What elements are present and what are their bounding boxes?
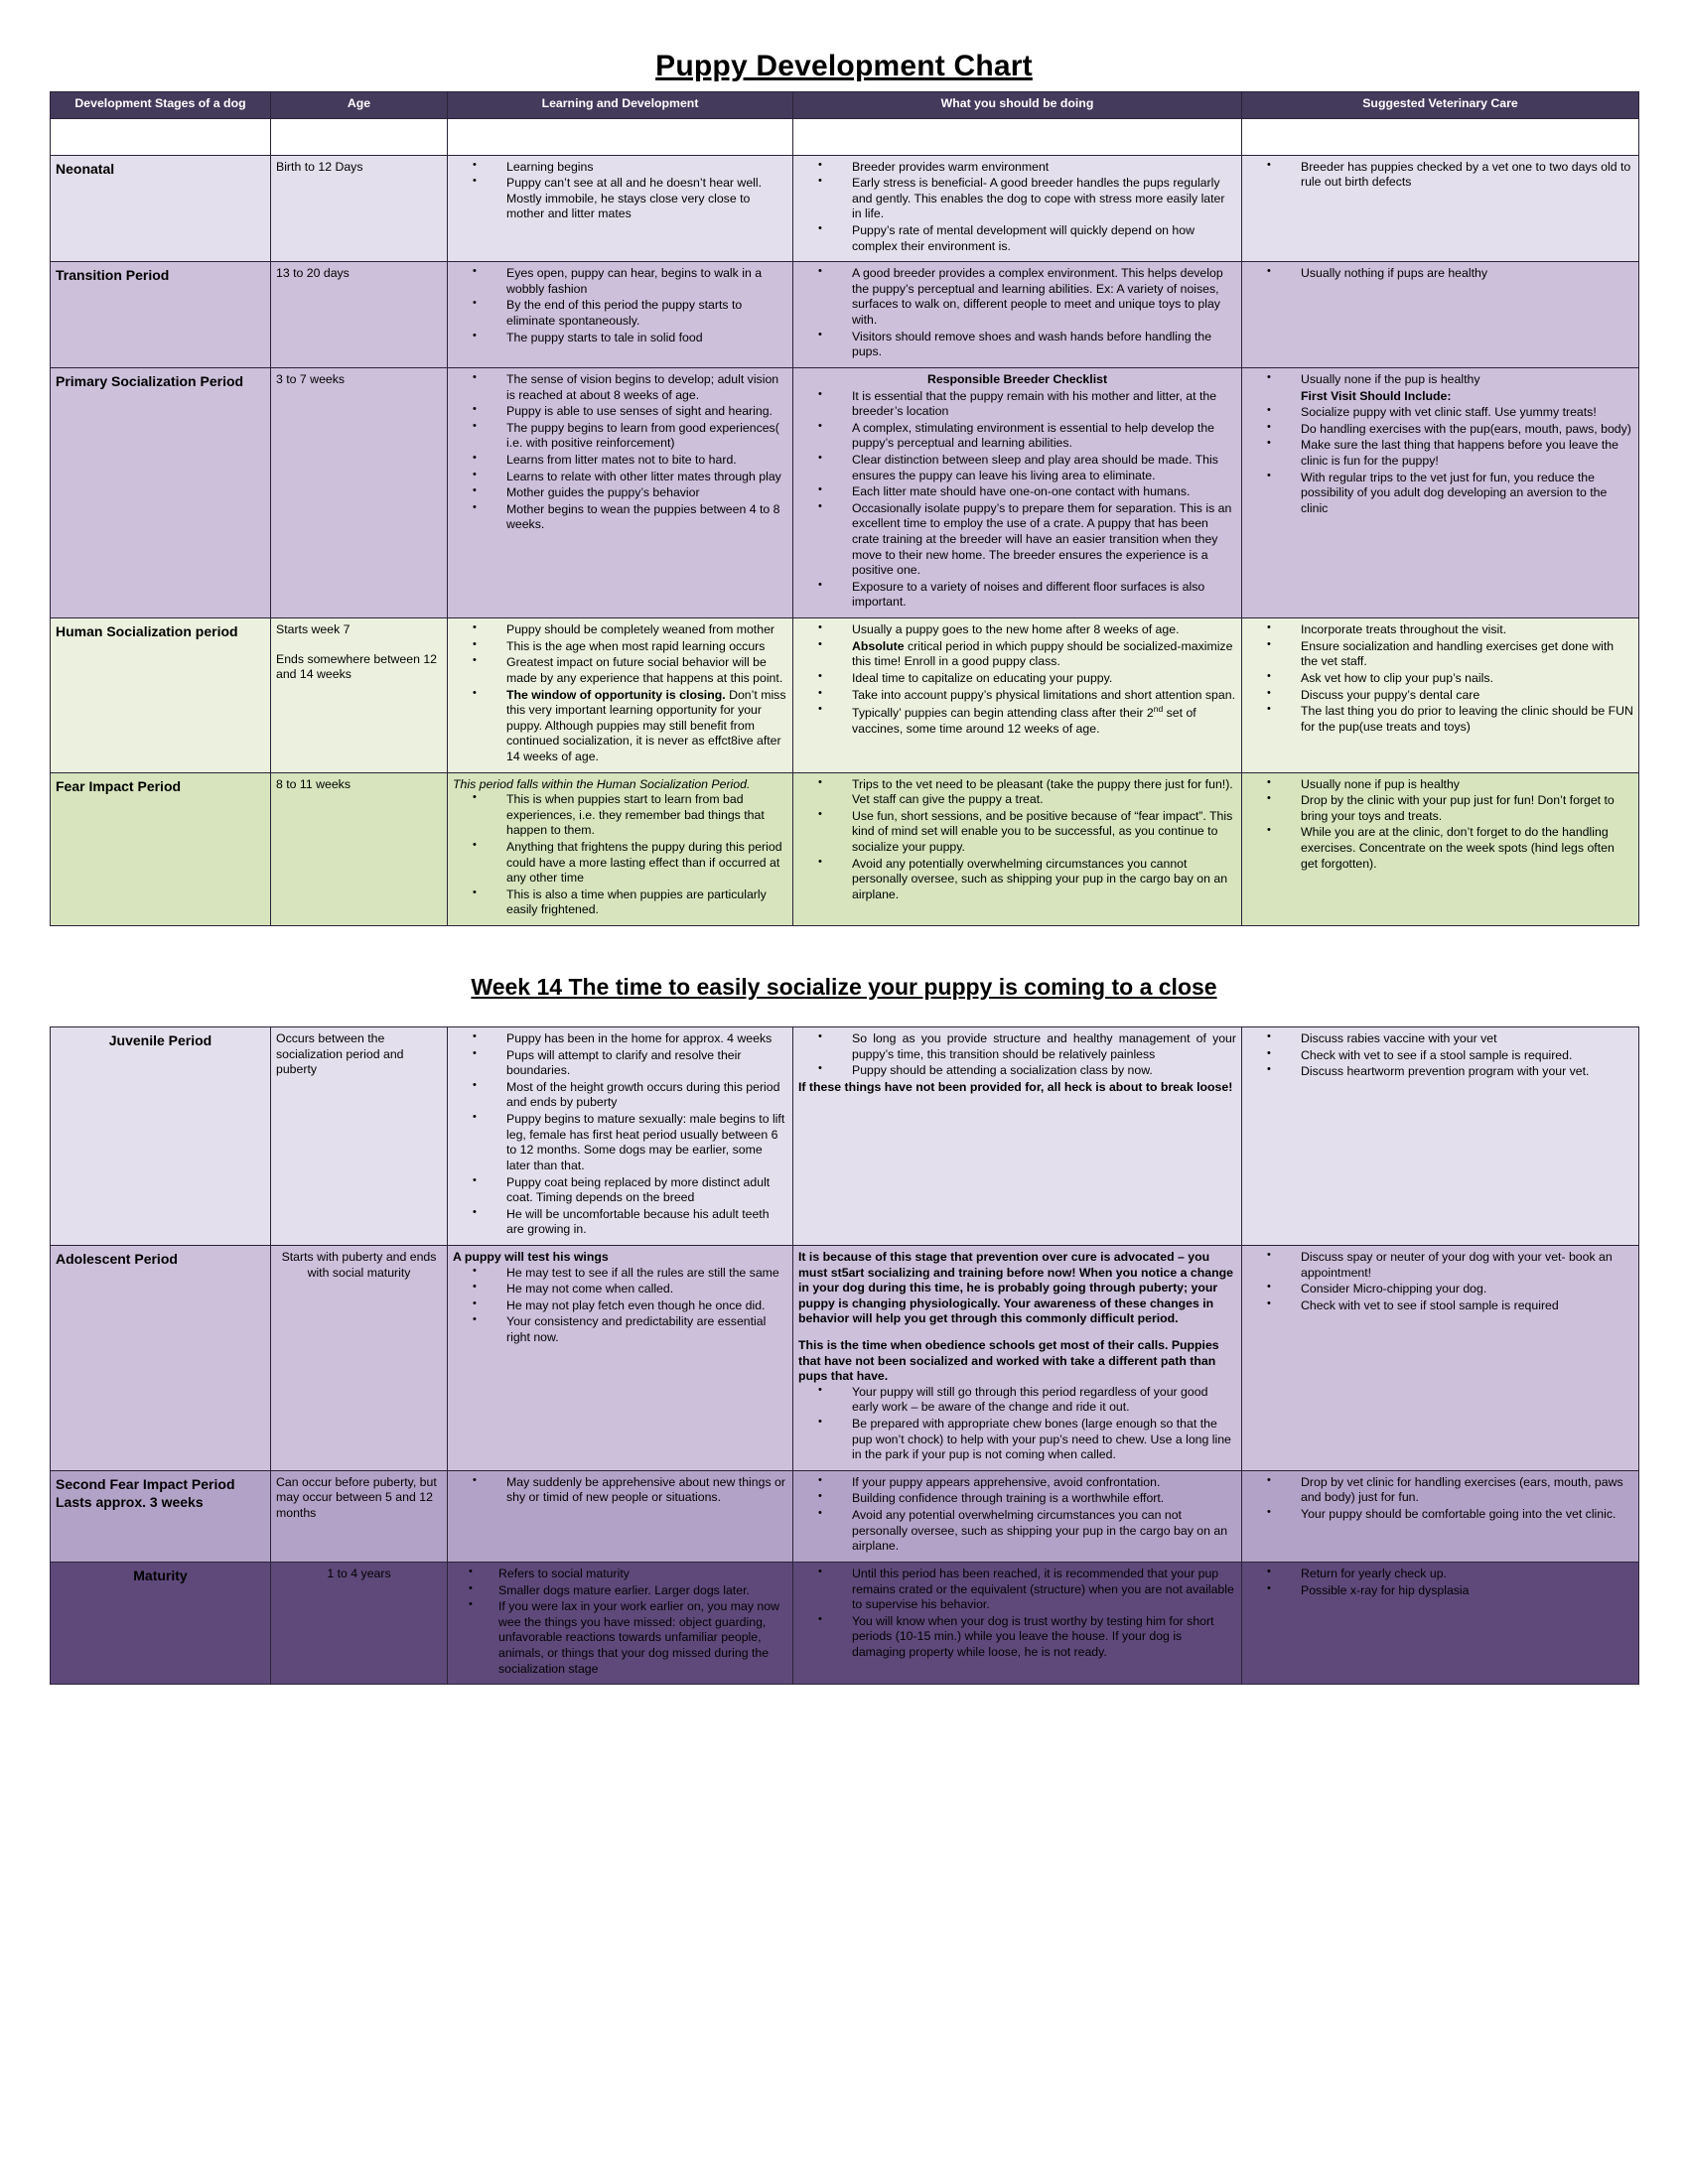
bullet-list [1247, 372, 1633, 516]
bullet-list [798, 622, 1236, 737]
cell-vet [1242, 155, 1639, 262]
list-item: • Drop by vet clinic for handling exercises (ears, mouth, paws and body) just for fun. [1301, 1475, 1633, 1506]
doing-footer-note: If these things have not been provided for, all heck is about to break loose! [798, 1079, 1233, 1094]
cell-learning [448, 1562, 793, 1684]
list-item: • Incorporate treats throughout the visit. [1301, 622, 1633, 638]
bullet-list [1247, 622, 1633, 735]
list-item: • Ideal time to capitalize on educating your puppy. [852, 671, 1236, 687]
emphasis-text: The window of opportunity is closing. [506, 687, 726, 702]
list-item [506, 688, 787, 765]
stage-label: Fear Impact Period [56, 777, 182, 794]
cell-stage [51, 1027, 271, 1246]
age-line: 3 to 7 weeks [276, 371, 346, 386]
cell-age [271, 367, 448, 617]
list-item: • Do handling exercises with the pup(ears, mouth, paws, body) [1301, 422, 1633, 438]
bullet-list [798, 1031, 1236, 1079]
list-item: • Possible x-ray for hip dysplasia [1301, 1583, 1633, 1599]
list-item: • Refers to social maturity [498, 1567, 787, 1582]
list-item: • Occasionally isolate puppy’s to prepare them for separation. This is an excellent time to employ the use of a crate. A puppy that has been crate training at the breeder will have an easier transition when they move to their new home. The breeder ensures the experience is a positive one. [852, 501, 1236, 579]
list-item: • Check with vet to see if a stool sample is required. [1301, 1048, 1633, 1064]
cell-vet [1242, 772, 1639, 925]
emphasis-text: Absolute [852, 638, 905, 653]
bullet-list [798, 777, 1236, 903]
table-row [51, 262, 1639, 368]
list-item: • Your puppy should be comfortable going into the vet clinic. [1301, 1507, 1633, 1523]
list-item: • Building confidence through training is a worthwhile effort. [852, 1491, 1236, 1507]
list-item: • Discuss your puppy’s dental care [1301, 688, 1633, 704]
cell-doing [793, 1470, 1242, 1562]
cell-stage [51, 1562, 271, 1684]
cell-doing [793, 1245, 1242, 1470]
bullet-list [798, 1475, 1236, 1555]
list-item: • Until this period has been reached, it is recommended that your pup remains crated or the equivalent (structure) when you are not available to supervise his behavior. [852, 1567, 1236, 1613]
list-item: • The last thing you do prior to leaving the clinic should be FUN for the pup(use treats and toys) [1301, 704, 1633, 735]
cell-doing [793, 367, 1242, 617]
checklist-heading: Responsible Breeder Checklist [926, 371, 1108, 386]
list-item: • Puppy’s rate of mental development will quickly depend on how complex their environment is. [852, 223, 1236, 254]
table-row [51, 367, 1639, 617]
list-item: • It is essential that the puppy remain with his mother and litter, at the breeder’s location [852, 389, 1236, 420]
list-item: • Mother guides the puppy’s behavior [506, 485, 787, 501]
cell-doing [793, 1562, 1242, 1684]
cell-vet [1242, 367, 1639, 617]
list-item: • Puppy should be completely weaned from mother [506, 622, 787, 638]
cell-learning [448, 618, 793, 772]
learning-heading: A puppy will test his wings [453, 1249, 609, 1264]
cell-doing [793, 155, 1242, 262]
cell-age [271, 1562, 448, 1684]
bullet-list [453, 1031, 787, 1238]
bullet-list [1247, 266, 1633, 282]
cell-doing [793, 618, 1242, 772]
list-item: • May suddenly be apprehensive about new things or shy or timid of new people or situations. [506, 1475, 787, 1506]
list-item: • Pups will attempt to clarify and resolve their boundaries. [506, 1048, 787, 1079]
cell-vet [1242, 262, 1639, 368]
cell-vet [1242, 1027, 1639, 1246]
list-item: • Learning begins [506, 160, 787, 176]
bullet-list [1247, 160, 1633, 191]
list-item: • The puppy starts to tale in solid food [506, 331, 787, 346]
cell-doing [793, 1027, 1242, 1246]
list-item: • Breeder has puppies checked by a vet one to two days old to rule out birth defects [1301, 160, 1633, 191]
cell-stage [51, 155, 271, 262]
list-item: • Avoid any potentially overwhelming circumstances you cannot personally oversee, such as shipping your pup in the cargo bay on an airplane. [852, 857, 1236, 903]
table-row [51, 155, 1639, 262]
cell-learning [448, 155, 793, 262]
list-item: • Anything that frightens the puppy during this period could have a more lasting effect than if occurred at any other time [506, 840, 787, 887]
column-header-stage: Development Stages of a dog [51, 92, 271, 119]
list-item: • Mother begins to wean the puppies between 4 to 8 weeks. [506, 502, 787, 533]
list-item [852, 639, 1236, 670]
table-row [51, 618, 1639, 772]
list-item: • If you were lax in your work earlier on, you may now wee the things you have missed: object guarding, unfavorable reactions towards unfamiliar people, animals, or things that your dog missed during the socialization stage [498, 1599, 787, 1677]
cell-age [271, 1470, 448, 1562]
table-row [51, 772, 1639, 925]
list-item: • While you are at the clinic, don’t forget to do the handling exercises. Concentrate on the week spots (hind legs often get forgotten). [1301, 825, 1633, 872]
list-item: • He may not play fetch even though he once did. [506, 1298, 787, 1314]
list-item: • He may test to see if all the rules are still the same [506, 1266, 787, 1282]
list-item: • Breeder provides warm environment [852, 160, 1236, 176]
bullet-list [1247, 1031, 1633, 1080]
puppy-development-table-top [50, 91, 1639, 926]
stage-label: Adolescent Period [56, 1250, 178, 1267]
age-line: Starts with puberty and ends with social maturity [281, 1249, 437, 1280]
cell-age [271, 1245, 448, 1470]
list-item-rest: Don’t miss this very important learning opportunity for your puppy. Although puppies may still benefit from continued socialization, it is never as effct8ive after 14 weeks of age. [506, 687, 786, 763]
cell-learning [448, 262, 793, 368]
list-item: • Learns to relate with other litter mates through play [506, 470, 787, 485]
bullet-list [1247, 1475, 1633, 1523]
age-line: 13 to 20 days [276, 266, 350, 281]
cell-age [271, 155, 448, 262]
list-item: • A complex, stimulating environment is essential to help develop the puppy’s perceptual and learning abilities. [852, 421, 1236, 452]
bullet-list [453, 1567, 787, 1677]
table-spacer-row [51, 118, 1639, 155]
stage-label: Second Fear Impact Period Lasts approx. 3 weeks [56, 1475, 235, 1511]
list-item: • He will be uncomfortable because his adult teeth are growing in. [506, 1207, 787, 1238]
list-item: • Early stress is beneficial- A good breeder handles the pups regularly and gently. This enables the dog to cope with stress more easily later in life. [852, 176, 1236, 222]
doing-paragraph: It is because of this stage that prevention over cure is advocated – you must st5art socializing and training before now! When you notice a change in your dog during this time, he is probably going through puberty; your puppy is changing physiologically. Your awareness of these changes in behavior will help you get through this commonly difficult period. [798, 1249, 1233, 1326]
vet-subheading: First Visit Should Include: [1301, 388, 1452, 403]
list-item: • Usually none if pup is healthy [1301, 777, 1633, 793]
list-item: • Discuss spay or neuter of your dog with your vet- book an appointment! [1301, 1250, 1633, 1281]
list-item: • Most of the height growth occurs during this period and ends by puberty [506, 1080, 787, 1111]
cell-age [271, 1027, 448, 1246]
bullet-list [1247, 777, 1633, 873]
cell-stage [51, 618, 271, 772]
list-item: • With regular trips to the vet just for fun, you reduce the possibility of you adult dog developing an aversion to the clinic [1301, 471, 1633, 517]
list-item: • Socialize puppy with vet clinic staff. Use yummy treats! [1301, 405, 1633, 421]
bullet-list [798, 389, 1236, 612]
column-header-learning: Learning and Development [448, 92, 793, 119]
cell-vet [1242, 1245, 1639, 1470]
list-item: • Each litter mate should have one-on-one contact with humans. [852, 484, 1236, 500]
bullet-list [453, 372, 787, 533]
cell-learning [448, 367, 793, 617]
list-item: • Your consistency and predictability are essential right now. [506, 1314, 787, 1345]
table-row [51, 1027, 1639, 1246]
bullet-list [453, 160, 787, 222]
bullet-list [1247, 1567, 1633, 1598]
stage-label: Juvenile Period [108, 1032, 212, 1049]
stage-label: Human Socialization period [56, 623, 238, 640]
puppy-development-table-bottom [50, 1026, 1639, 1685]
cell-stage [51, 262, 271, 368]
ordinal-suffix: nd [1153, 704, 1164, 715]
bullet-list [453, 266, 787, 345]
age-line: 8 to 11 weeks [276, 776, 351, 791]
list-item: • Trips to the vet need to be pleasant (take the puppy there just for fun!). Vet staff can give the puppy a treat. [852, 777, 1236, 808]
list-item: • Puppy can’t see at all and he doesn’t hear well. Mostly immobile, he stays close very close to mother and litter mates [506, 176, 787, 222]
list-item: • Check with vet to see if stool sample is required [1301, 1298, 1633, 1314]
cell-doing [793, 262, 1242, 368]
column-header-vet: Suggested Veterinary Care [1242, 92, 1639, 119]
table-header-row [51, 92, 1639, 119]
cell-stage [51, 1470, 271, 1562]
age-line: 1 to 4 years [327, 1566, 391, 1580]
list-item: • The puppy begins to learn from good experiences( i.e. with positive reinforcement) [506, 421, 787, 452]
list-item: • Greatest impact on future social behavior will be made by any experience that happens at this point. [506, 655, 787, 686]
list-item: • Clear distinction between sleep and play area should be made. This ensures the puppy can leave his living area to eliminate. [852, 453, 1236, 483]
list-item: • Use fun, short sessions, and be positive because of “fear impact”. This kind of mind set will enable you to be successful, as you continue to socialize your puppy. [852, 809, 1236, 856]
list-item: • Typically’ puppies can begin attending class after their 2nd set of vaccines, some time around 12 weeks of age. [852, 704, 1236, 737]
doing-paragraph: This is the time when obedience schools get most of their calls. Puppies that have not been socialized and worked with take a different path than pups that have. [798, 1338, 1219, 1384]
list-item: • He may not come when called. [506, 1282, 787, 1297]
bullet-list [453, 1266, 787, 1346]
list-item: • Puppy coat being replaced by more distinct adult coat. Timing depends on the breed [506, 1175, 787, 1206]
list-item: • Puppy should be attending a socialization class by now. [852, 1063, 1236, 1079]
age-line: Ends somewhere between 12 and 14 weeks [276, 651, 438, 682]
list-item: • Learns from litter mates not to bite to hard. [506, 453, 787, 469]
list-item: • Drop by the clinic with your pup just for fun! Don’t forget to bring your toys and treats. [1301, 793, 1633, 824]
bullet-list [453, 792, 787, 918]
list-item: • Exposure to a variety of noises and different floor surfaces is also important. [852, 580, 1236, 611]
column-header-doing: What you should be doing [793, 92, 1242, 119]
cell-age [271, 618, 448, 772]
list-item: • Your puppy will still go through this period regardless of your good early work – be aware of the change and ride it out. [852, 1385, 1236, 1416]
cell-vet [1242, 1562, 1639, 1684]
stage-label: Neonatal [56, 160, 115, 177]
learning-note: This period falls within the Human Socialization Period. [453, 776, 751, 791]
list-item: • Take into account puppy’s physical limitations and short attention span. [852, 688, 1236, 704]
age-line: Birth to 12 Days [276, 159, 363, 174]
cell-vet [1242, 1470, 1639, 1562]
cell-age [271, 262, 448, 368]
list-item: • Be prepared with appropriate chew bones (large enough so that the pup won’t chock) to help with your pup’s need to chew. Use a long line in the park if your pup is not coming when called. [852, 1417, 1236, 1463]
list-item: • Usually nothing if pups are healthy [1301, 266, 1633, 282]
list-item: • Consider Micro-chipping your dog. [1301, 1282, 1633, 1297]
bullet-list [1247, 1250, 1633, 1313]
list-item: • Smaller dogs mature earlier. Larger dogs later. [498, 1583, 787, 1599]
cell-learning [448, 1470, 793, 1562]
list-item: • Eyes open, puppy can hear, begins to walk in a wobbly fashion [506, 266, 787, 297]
list-item: • So long as you provide structure and healthy management of your puppy’s time, this transition should be relatively painless [852, 1031, 1236, 1062]
section-heading-week14: Week 14 The time to easily socialize your puppy is coming to a close [471, 974, 1217, 1001]
bullet-list [453, 622, 787, 764]
bullet-list [453, 1475, 787, 1506]
list-item: • This is also a time when puppies are particularly easily frightened. [506, 887, 787, 918]
stage-label: Transition Period [56, 267, 170, 284]
list-item: • Puppy begins to mature sexually: male begins to lift leg, female has first heat period usually between 6 to 12 months. Some dogs may be earlier, some later than that. [506, 1112, 787, 1173]
cell-doing [793, 772, 1242, 925]
cell-learning [448, 772, 793, 925]
cell-vet [1242, 618, 1639, 772]
list-item: • This is the age when most rapid learning occurs [506, 639, 787, 655]
table-row [51, 1562, 1639, 1684]
list-item: • If your puppy appears apprehensive, avoid confrontation. [852, 1475, 1236, 1491]
age-line: Can occur before puberty, but may occur between 5 and 12 months [276, 1474, 437, 1521]
list-item: • Return for yearly check up. [1301, 1567, 1633, 1582]
age-line: Occurs between the socialization period and puberty [276, 1031, 404, 1077]
list-item: • Discuss rabies vaccine with your vet [1301, 1031, 1633, 1047]
list-item: • Puppy has been in the home for approx. 4 weeks [506, 1031, 787, 1047]
cell-stage [51, 1245, 271, 1470]
list-item: • Avoid any potential overwhelming circumstances you can not personally oversee, such as shipping your pup in the cargo bay on an airplane. [852, 1508, 1236, 1555]
cell-learning [448, 1027, 793, 1246]
column-header-age: Age [271, 92, 448, 119]
table-row [51, 1245, 1639, 1470]
age-line: Starts week 7 [276, 622, 351, 637]
list-item: • Usually a puppy goes to the new home after 8 weeks of age. [852, 622, 1236, 638]
bullet-list [798, 160, 1236, 255]
list-item-rest: critical period in which puppy should be socialized-maximize this time! Enroll in a good puppy class. [852, 638, 1233, 669]
list-item: • The sense of vision begins to develop; adult vision is reached at about 8 weeks of age. [506, 372, 787, 403]
list-item: • Discuss heartworm prevention program with your vet. [1301, 1064, 1633, 1080]
bullet-list [798, 1567, 1236, 1661]
bullet-list [798, 1385, 1236, 1463]
stage-label: Maturity [133, 1567, 188, 1583]
cell-stage [51, 772, 271, 925]
page-title: Puppy Development Chart [655, 50, 1033, 82]
list-item: • Ensure socialization and handling exercises get done with the vet staff. [1301, 639, 1633, 670]
stage-label: Primary Socialization Period [56, 372, 244, 389]
list-item: • By the end of this period the puppy starts to eliminate spontaneously. [506, 298, 787, 329]
list-item: • You will know when your dog is trust worthy by testing him for short periods (10-15 min.) while you leave the house. If your dog is damaging property while loose, he is not ready. [852, 1614, 1236, 1661]
list-item: • This is when puppies start to learn from bad experiences, i.e. they remember bad things that happen to them. [506, 792, 787, 839]
table-row [51, 1470, 1639, 1562]
list-item: • Puppy is able to use senses of sight and hearing. [506, 404, 787, 420]
cell-stage [51, 367, 271, 617]
cell-age [271, 772, 448, 925]
cell-learning [448, 1245, 793, 1470]
bullet-list [798, 266, 1236, 360]
list-item: • A good breeder provides a complex environment. This helps develop the puppy’s perceptual and learning abilities. Ex: A variety of noises, surfaces to walk on, different people to meet and unique toys to play with. [852, 266, 1236, 328]
list-item: • Make sure the last thing that happens before you leave the clinic is fun for the puppy! [1301, 438, 1633, 469]
list-item: • Visitors should remove shoes and wash hands before handling the pups. [852, 330, 1236, 360]
list-item: • Usually none if the pup is healthy [1301, 372, 1633, 388]
list-item: • Ask vet how to clip your pup’s nails. [1301, 671, 1633, 687]
